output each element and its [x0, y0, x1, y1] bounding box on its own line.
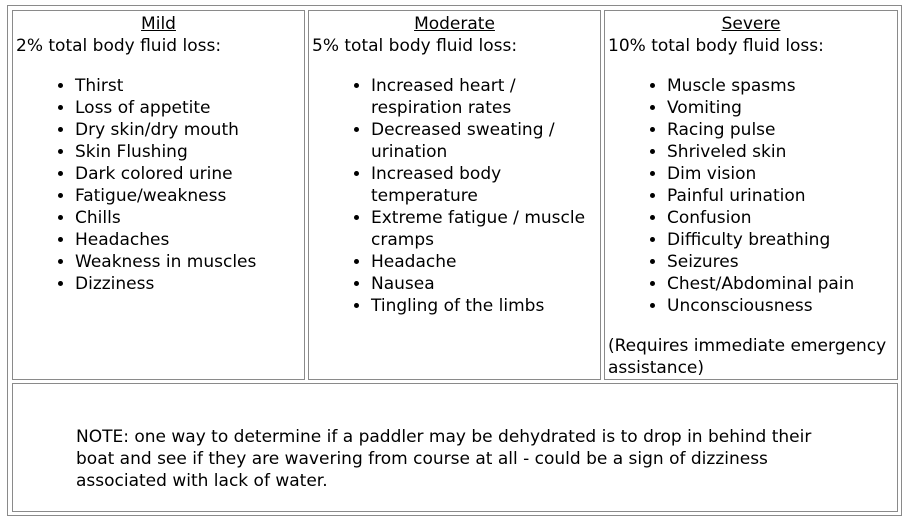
severe-heading: Severe	[721, 14, 781, 34]
list-item: • Seizures	[667, 251, 897, 273]
list-item: • Skin Flushing	[75, 141, 304, 163]
list-item: • Decreased sweating / urination	[371, 119, 600, 163]
list-item: • Weakness in muscles	[75, 251, 304, 273]
list-item: • Nausea	[371, 273, 600, 295]
list-item: • Unconsciousness	[667, 295, 897, 317]
list-item: • Loss of appetite	[75, 97, 304, 119]
list-item: • Racing pulse	[667, 119, 897, 141]
list-item: • Increased heart / respiration rates	[371, 75, 600, 119]
emergency-footnote: (Requires immediate emergency assistance)	[608, 336, 887, 378]
list-item: • Dizziness	[75, 273, 304, 295]
list-item: • Painful urination	[667, 185, 897, 207]
list-item: • Muscle spasms	[667, 75, 897, 97]
note-cell	[12, 383, 898, 512]
moderate-heading: Moderate	[414, 14, 495, 34]
list-item: • Dark colored urine	[75, 163, 304, 185]
severe-subheading: 10% total body fluid loss:	[608, 36, 824, 56]
list-item: • Chest/Abdominal pain	[667, 273, 897, 295]
list-item: • Increased body temperature	[371, 163, 600, 207]
moderate-subheading: 5% total body fluid loss:	[312, 36, 518, 56]
mild-symptom-list	[13, 75, 304, 295]
severe-symptom-list	[605, 75, 897, 317]
list-item: • Headache	[371, 251, 600, 273]
list-item: • Headaches	[75, 229, 304, 251]
list-item: • Dim vision	[667, 163, 897, 185]
mild-heading: Mild	[141, 14, 176, 34]
list-item: • Dry skin/dry mouth	[75, 119, 304, 141]
mild-subheading: 2% total body fluid loss:	[16, 36, 222, 56]
list-item: • Fatigue/weakness	[75, 185, 304, 207]
list-item: • Extreme fatigue / muscle cramps	[371, 207, 600, 251]
moderate-symptom-list	[309, 75, 600, 317]
mild-column	[12, 10, 305, 380]
list-item: • Shriveled skin	[667, 141, 897, 163]
list-item: • Chills	[75, 207, 304, 229]
list-item: • Thirst	[75, 75, 304, 97]
list-item: • Vomiting	[667, 97, 897, 119]
list-item: • Tingling of the limbs	[371, 295, 600, 317]
severe-column	[604, 10, 898, 380]
note-text: NOTE: one way to determine if a paddler may be dehydrated is to drop in behind their boat and see if they are wavering from course at all - could be a sign of dizziness associated with lack of water.	[76, 427, 812, 491]
list-item: • Difficulty breathing	[667, 229, 897, 251]
list-item: • Confusion	[667, 207, 897, 229]
moderate-column	[308, 10, 601, 380]
